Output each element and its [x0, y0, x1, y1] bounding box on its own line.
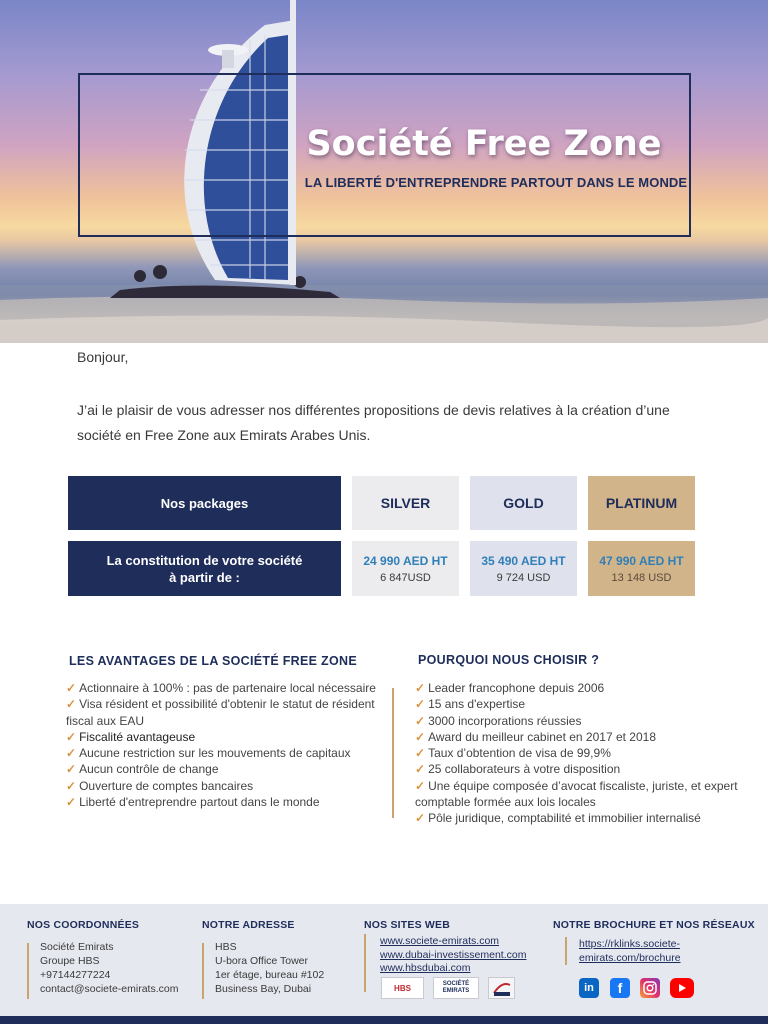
footer [0, 904, 768, 1024]
why-item: ✓ Une équipe composée d’avocat fiscaliste, juriste, et expert comptable formée aux lois locales [415, 778, 738, 810]
package-gold-name: GOLD [503, 495, 544, 511]
address-line: HBS [215, 941, 237, 953]
site-link-dubai-investissement[interactable]: www.dubai-investissement.com [380, 948, 527, 961]
check-icon: ✓ [415, 811, 426, 826]
package-gold-price [470, 541, 577, 596]
package-silver-header [352, 476, 459, 530]
advantages-title: LES AVANTAGES DE LA SOCIÉTÉ FREE ZONE [69, 654, 357, 668]
package-gold-header [470, 476, 577, 530]
footer-brochure-block [579, 938, 681, 965]
check-icon: ✓ [415, 746, 426, 761]
check-icon: ✓ [415, 697, 426, 712]
check-icon: ✓ [66, 729, 77, 744]
award-icon [491, 979, 513, 997]
advantage-item: ✓ Fiscalité avantageuse [66, 729, 196, 744]
package-silver-price [352, 541, 459, 596]
hbs-logo: HBS [381, 977, 424, 999]
check-icon: ✓ [415, 729, 426, 744]
site-link-societe-emirats[interactable]: www.societe-emirats.com [380, 935, 500, 947]
advantage-item: ✓ Visa résident et possibilité d'obtenir le statut de résident fiscal aux EAU [66, 697, 375, 728]
youtube-play-glyph [677, 983, 687, 993]
constitution-label [68, 541, 341, 596]
footer-brochure-title: NOTRE BROCHURE ET NOS RÉSEAUX [553, 919, 755, 931]
address-line: Business Bay, Dubai [215, 983, 312, 995]
address-line: 1er étage, bureau #102 [215, 969, 325, 981]
site-link-hbsdubai[interactable]: www.hbsdubai.com [380, 962, 471, 974]
platinum-price-aed: 47 990 AED HT [599, 553, 684, 568]
silver-price-aed: 24 990 AED HT [363, 553, 448, 568]
package-silver-name: SILVER [380, 495, 431, 511]
why-item: ✓ Taux d’obtention de visa de 99,9% [415, 746, 611, 761]
brochure-link-line1[interactable]: https://rklinks.societe- [579, 938, 680, 950]
footer-divider [27, 943, 29, 999]
hero-subtitle: LA LIBERTÉ D'ENTREPRENDRE PARTOUT DANS LE MONDE [304, 175, 688, 190]
hero-banner [0, 0, 768, 343]
why-item: ✓ 15 ans d'expertise [415, 697, 526, 712]
why-item: ✓ Leader francophone depuis 2006 [415, 681, 605, 695]
instagram-glyph [643, 981, 657, 995]
column-divider [392, 688, 394, 818]
footer-contact-title: NOS COORDONNÉES [27, 919, 140, 931]
advantage-item: ✓ Aucun contrôle de change [66, 762, 219, 777]
footer-divider [565, 937, 567, 965]
societe-emirats-logo: SOCIÉTÉ EMIRATS [433, 977, 479, 999]
footer-bottom-bar [0, 1016, 768, 1024]
packages-header-label: Nos packages [160, 495, 249, 511]
why-title: POURQUOI NOUS CHOISIR ? [418, 653, 600, 667]
award-logo [488, 977, 515, 999]
check-icon: ✓ [66, 681, 77, 695]
contact-company: Société Emirats [40, 941, 114, 953]
intro-paragraph: J’ai le plaisir de vous adresser nos différentes propositions de devis relatives à la création d’une société en Free Zone aux Emirats Arabes Unis. [77, 402, 670, 443]
brochure-link-line2[interactable]: emirats.com/brochure [579, 951, 681, 964]
advantage-item: ✓ Aucune restriction sur les mouvements de capitaux [66, 746, 351, 761]
check-icon: ✓ [66, 697, 77, 712]
why-item: ✓ Award du meilleur cabinet en 2017 et 2018 [415, 729, 656, 744]
check-icon: ✓ [66, 762, 77, 777]
constitution-label-line1: La constitution de votre société [106, 552, 303, 568]
packages-header [68, 476, 341, 530]
silver-price-usd: 6 847USD [380, 571, 431, 584]
check-icon: ✓ [66, 778, 77, 793]
gold-price-usd: 9 724 USD [496, 571, 551, 584]
instagram-icon[interactable] [640, 978, 660, 998]
linkedin-icon[interactable]: in [579, 978, 599, 998]
constitution-label-line2: à partir de : [169, 569, 240, 585]
platinum-price-usd: 13 148 USD [611, 571, 672, 584]
greeting: Bonjour, [77, 349, 129, 365]
advantage-item: ✓ Actionnaire à 100% : pas de partenaire local nécessaire [66, 681, 376, 695]
advantage-item: ✓ Ouverture de comptes bancaires [66, 778, 254, 793]
gold-price-aed: 35 490 AED HT [481, 553, 566, 568]
contact-email[interactable]: contact@societe-emirats.com [40, 983, 179, 995]
why-list [415, 680, 745, 827]
footer-address-block [215, 940, 324, 996]
why-item: ✓ 25 collaborateurs à votre disposition [415, 762, 621, 777]
check-icon: ✓ [415, 713, 426, 728]
package-platinum-header [588, 476, 695, 530]
contact-group: Groupe HBS [40, 955, 100, 967]
check-icon: ✓ [66, 746, 77, 761]
footer-sites-title: NOS SITES WEB [364, 919, 451, 931]
youtube-icon[interactable] [670, 978, 694, 998]
footer-address-title: NOTRE ADRESSE [202, 919, 295, 931]
footer-divider [364, 934, 366, 992]
why-item: ✓ 3000 incorporations réussies [415, 713, 582, 728]
check-icon: ✓ [415, 778, 426, 793]
why-item: ✓ Pôle juridique, comptabilité et immobilier internalisé [415, 811, 701, 826]
package-platinum-name: PLATINUM [605, 495, 678, 511]
footer-sites-block [380, 935, 526, 976]
check-icon: ✓ [66, 795, 77, 810]
facebook-icon[interactable]: f [610, 978, 630, 998]
check-icon: ✓ [415, 762, 426, 777]
advantage-item: ✓ Liberté d'entreprendre partout dans le monde [66, 795, 320, 810]
contact-phone[interactable]: +97144277224 [40, 969, 111, 981]
footer-divider [202, 943, 204, 999]
check-icon: ✓ [415, 681, 426, 695]
advantages-list [66, 680, 376, 810]
hero-title: Société Free Zone [306, 124, 662, 164]
address-line: U-bora Office Tower [215, 955, 308, 967]
package-platinum-price [588, 541, 695, 596]
footer-contact-block [40, 940, 178, 996]
